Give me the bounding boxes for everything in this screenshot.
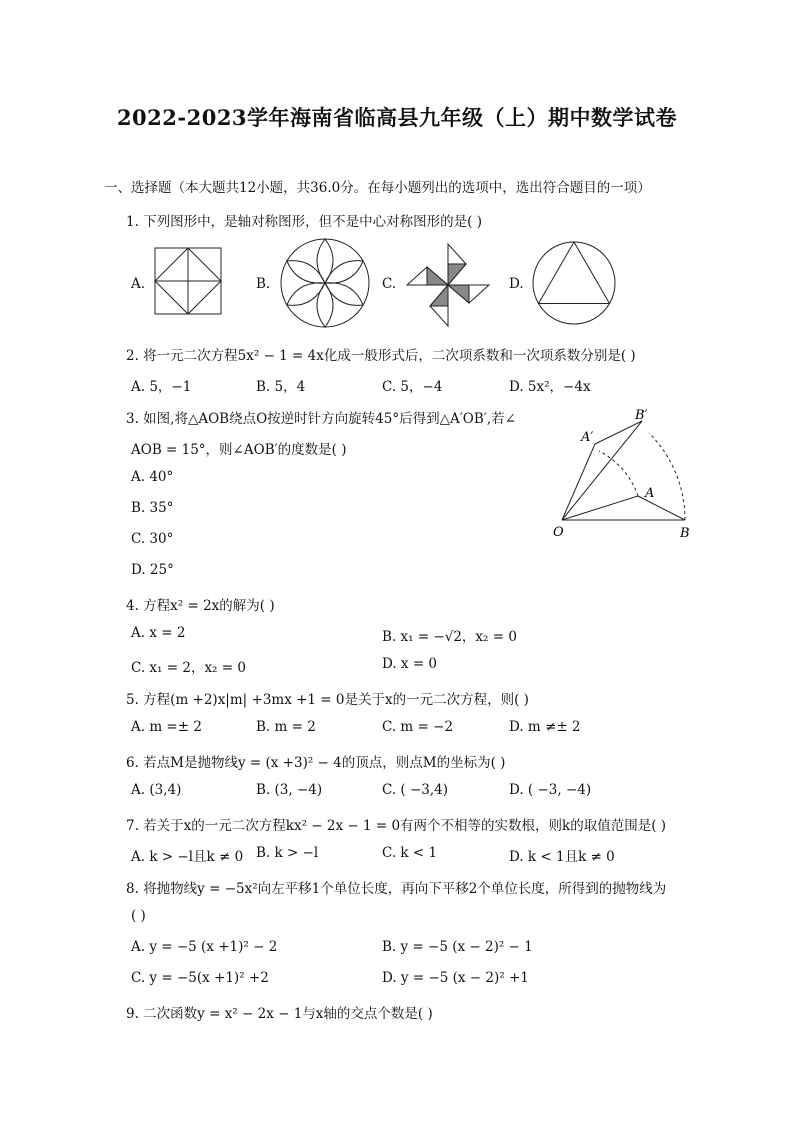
q8-option-d: D. y = −5 (x − 2)² +1 <box>382 970 529 986</box>
page-title: 2022-2023学年海南省临高县九年级（上）期中数学试卷 <box>116 105 678 130</box>
square-with-diagonals-figure <box>153 246 223 316</box>
q3-option-d: D. 25° <box>131 562 174 578</box>
q3-option-b: B. 35° <box>131 500 174 516</box>
q2-option-b: B. 5，4 <box>256 379 306 395</box>
question-4-text: 4. 方程x² = 2x的解为( ) <box>126 598 275 614</box>
question-7-text: 7. 若关于x的一元二次方程kx² − 2x − 1 = 0有两个不相等的实数根，则k的取值范围是( ) <box>126 818 667 834</box>
q5-option-a: A. m =± 2 <box>131 719 202 735</box>
triangle-in-circle-figure <box>531 240 617 326</box>
label-A-prime: A′ <box>581 430 594 445</box>
segment-OA-prime <box>562 444 595 520</box>
q2-option-a: A. 5，−1 <box>131 379 192 395</box>
q5-option-d: D. m ≠± 2 <box>509 719 581 735</box>
question-9-text: 9. 二次函数y = x² − 2x − 1与x轴的交点个数是( ) <box>126 1006 433 1022</box>
six-petal-flower-figure <box>279 237 371 329</box>
q5-option-c: C. m = −2 <box>382 719 454 735</box>
pinwheel-figure <box>405 242 491 328</box>
label-B: B <box>680 526 690 541</box>
arc-B-to-B-prime <box>649 433 685 520</box>
q2-option-d: D. 5x²，−4x <box>509 379 591 395</box>
q6-option-c: C. ( −3,4) <box>382 782 449 798</box>
question-1-text: 1. 下列图形中，是轴对称图形，但不是中心对称图形的是( ) <box>126 214 482 230</box>
q5-option-b: B. m = 2 <box>256 719 316 735</box>
q4-option-d: D. x = 0 <box>382 656 438 672</box>
label-A: A <box>645 486 655 501</box>
arc-A-to-A-prime <box>599 451 638 496</box>
section-heading: 一、选择题（本大题共12小题，共36.0分。在每小题列出的选项中，选出符合题目的一项） <box>104 180 651 196</box>
q7-option-b: B. k > −l <box>256 845 319 861</box>
rotation-diagram <box>545 400 705 545</box>
question-5-text: 5. 方程(m +2)x|m| +3mx +1 = 0是关于x的一元二次方程，则( ) <box>126 692 529 708</box>
q3-option-c: C. 30° <box>131 531 174 547</box>
label-B-prime: B′ <box>635 408 648 423</box>
q4-option-a: A. x = 2 <box>131 625 186 641</box>
q6-option-b: B. (3, −4) <box>256 782 323 798</box>
question-8-text-line1: 8. 将抛物线y = −5x²向左平移1个单位长度，再向下平移2个单位长度，所得到的抛物线为 <box>126 881 667 897</box>
q2-option-c: C. 5，−4 <box>382 379 443 395</box>
q3-option-a: A. 40° <box>131 469 174 485</box>
segment-OA <box>562 496 638 520</box>
q6-option-d: D. ( −3, −4) <box>509 782 592 798</box>
question-6-text: 6. 若点M是抛物线y = (x +3)² − 4的顶点，则点M的坐标为( ) <box>126 755 506 771</box>
q1-option-c-label: C. <box>382 276 397 292</box>
question-3-text-line2: AOB = 15°，则∠AOB′的度数是( ) <box>131 442 347 458</box>
segment-A-prime-B-prime <box>595 421 642 444</box>
q8-option-b: B. y = −5 (x − 2)² − 1 <box>382 939 533 955</box>
q7-option-d: D. k < 1且k ≠ 0 <box>509 849 615 865</box>
petals <box>283 239 367 327</box>
q8-option-c: C. y = −5(x +1)² +2 <box>131 970 269 986</box>
q1-option-b-label: B. <box>256 276 271 292</box>
label-O: O <box>553 525 564 540</box>
q1-option-d-label: D. <box>509 276 524 292</box>
q1-option-a-label: A. <box>131 276 146 292</box>
question-3-text-line1: 3. 如图,将△AOB绕点O按逆时针方向旋转45°后得到△A′OB′,若∠ <box>126 411 516 427</box>
q4-option-b: B. x₁ = −√2，x₂ = 0 <box>382 629 517 645</box>
question-8-text-line2: ( ) <box>131 908 146 924</box>
q6-option-a: A. (3,4) <box>131 782 182 798</box>
q4-option-c: C. x₁ = 2，x₂ = 0 <box>131 660 246 676</box>
segment-OB-prime <box>562 421 642 520</box>
question-2-text: 2. 将一元二次方程5x² − 1 = 4x化成一般形式后，二次项系数和一次项系数分别是( ) <box>126 348 636 364</box>
q7-option-c: C. k < 1 <box>382 845 438 861</box>
q8-option-a: A. y = −5 (x +1)² − 2 <box>131 939 278 955</box>
q7-option-a: A. k > −l且k ≠ 0 <box>131 849 244 865</box>
